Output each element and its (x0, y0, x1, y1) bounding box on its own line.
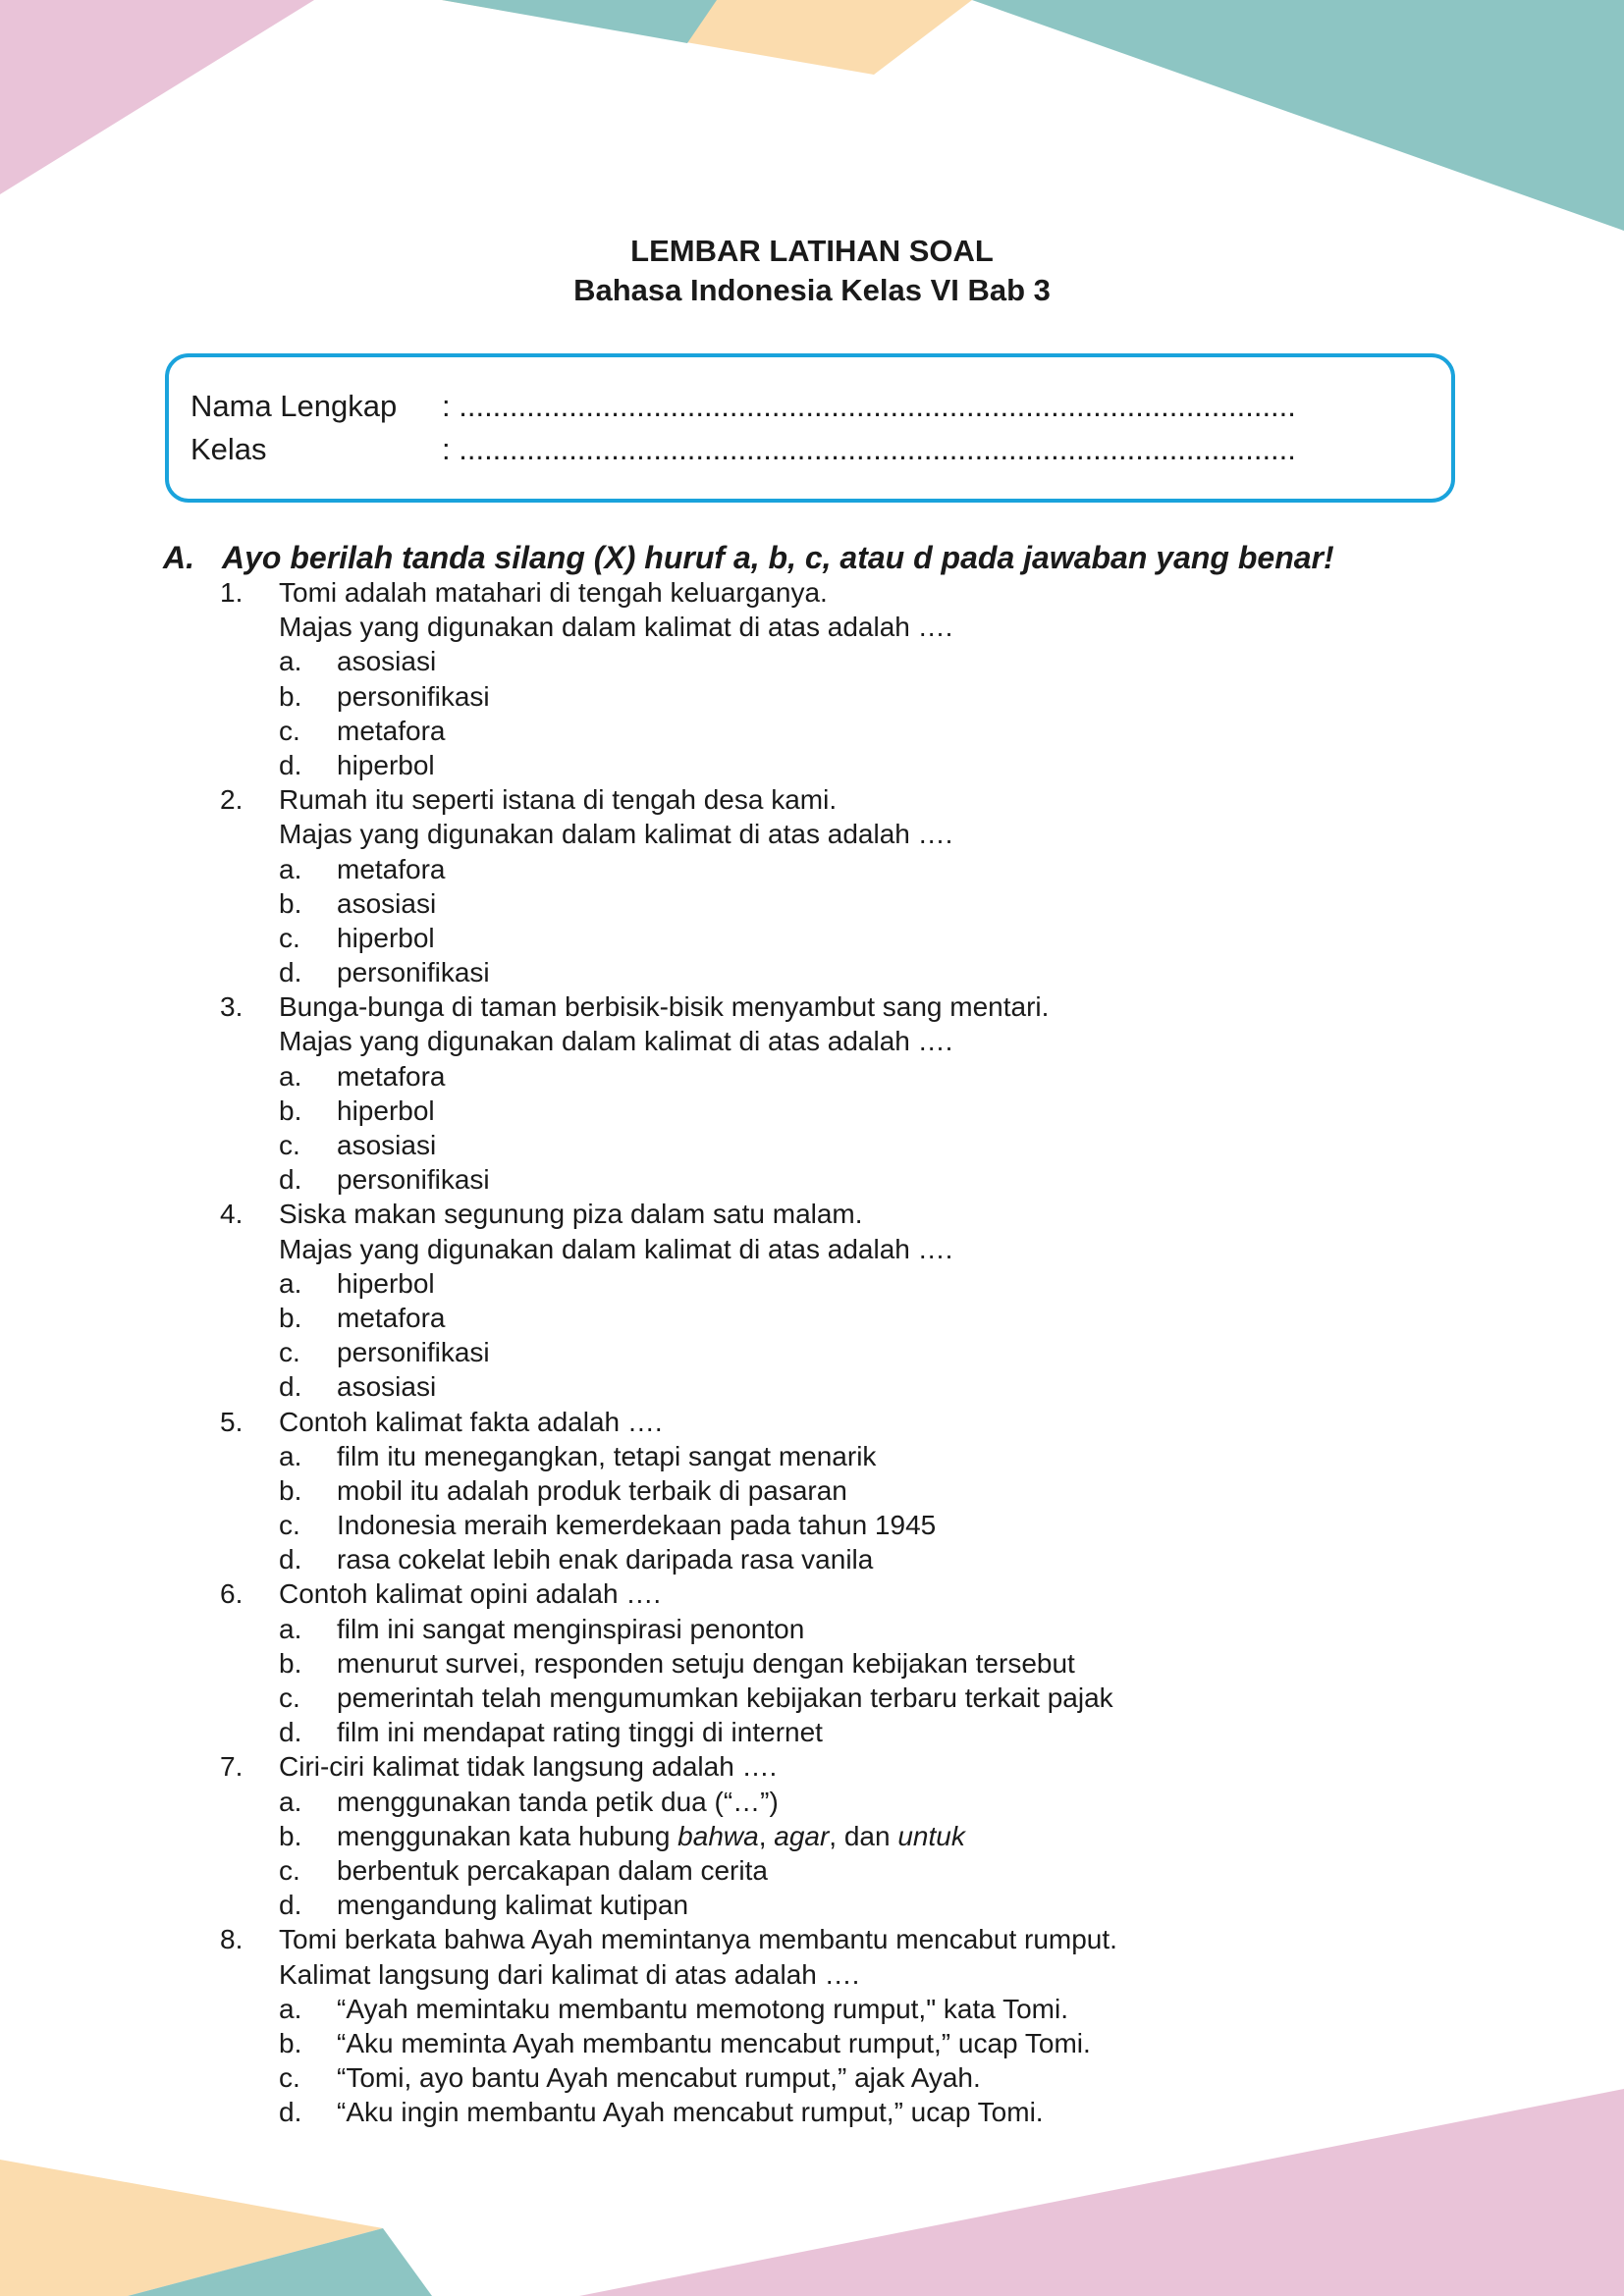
option-letter[interactable]: c. (279, 1130, 300, 1160)
question-line (0, 575, 1624, 610)
question-number: 2. (220, 784, 244, 816)
page-title: LEMBAR LATIHAN SOAL (630, 234, 994, 268)
option-text: metafora (337, 1302, 446, 1333)
option-letter[interactable]: d. (279, 1890, 302, 1921)
question-line (0, 1405, 1624, 1439)
section-instruction-text: Ayo berilah tanda silang (X) huruf a, b, c, atau d pada jawaban yang benar! (222, 540, 1334, 575)
option-letter[interactable]: b. (279, 1647, 302, 1679)
question-item (0, 782, 1624, 989)
answer-option[interactable] (0, 2095, 1624, 2129)
question-item (0, 1576, 1624, 1749)
answer-option[interactable] (0, 748, 1624, 782)
option-letter[interactable]: b. (279, 680, 302, 712)
question-item (0, 1922, 1624, 2129)
option-text: personifikasi (337, 957, 490, 988)
option-text-segment: , (758, 1820, 775, 1851)
option-letter[interactable]: c. (279, 1682, 300, 1713)
option-text: film ini sangat menginspirasi penonton (337, 1613, 805, 1644)
answer-option[interactable] (0, 1612, 1624, 1646)
question-text: Rumah itu seperti istana di tengah desa kami. (279, 784, 838, 816)
class-label: Kelas (190, 432, 267, 466)
option-text: hiperbol (337, 749, 435, 780)
option-letter[interactable]: b. (279, 2027, 302, 2058)
option-letter[interactable]: c. (279, 1510, 300, 1541)
option-text: mengandung kalimat kutipan (337, 1890, 689, 1921)
option-text: berbentuk percakapan dalam cerita (337, 1854, 768, 1886)
answer-option[interactable] (0, 921, 1624, 955)
option-letter[interactable]: a. (279, 1440, 302, 1471)
option-text: film itu menegangkan, tetapi sangat menarik (337, 1440, 877, 1471)
question-prompt-line (0, 1957, 1624, 1992)
question-number: 6. (220, 1578, 244, 1610)
name-fill-line[interactable]: : ................................................................................................... (442, 389, 1296, 423)
answer-option[interactable] (0, 714, 1624, 748)
answer-option[interactable] (0, 644, 1624, 678)
option-letter[interactable]: b. (279, 1474, 302, 1506)
option-letter[interactable]: a. (279, 1613, 302, 1644)
question-text: Bunga-bunga di taman berbisik-bisik menyambut sang mentari. (279, 991, 1050, 1023)
option-text: hiperbol (337, 1267, 435, 1299)
answer-option[interactable] (0, 1473, 1624, 1508)
answer-option[interactable] (0, 1992, 1624, 2026)
option-letter[interactable]: b. (279, 1302, 302, 1333)
option-text: rasa cokelat lebih enak daripada rasa vanila (337, 1544, 874, 1575)
answer-option[interactable] (0, 852, 1624, 886)
answer-option[interactable] (0, 1853, 1624, 1888)
question-text: Contoh kalimat opini adalah …. (279, 1578, 662, 1610)
question-list (0, 575, 1624, 2129)
section-instruction (163, 538, 1334, 577)
question-line (0, 1576, 1624, 1611)
question-item (0, 1405, 1624, 1577)
question-line (0, 1197, 1624, 1231)
answer-option[interactable] (0, 886, 1624, 921)
option-text: asosiasi (337, 646, 437, 677)
question-prompt-line (0, 1024, 1624, 1058)
answer-option[interactable] (0, 1888, 1624, 1922)
option-text-italic: agar (774, 1820, 830, 1851)
option-letter[interactable]: d. (279, 1544, 302, 1575)
question-number: 8. (220, 1924, 244, 1955)
answer-option[interactable] (0, 1094, 1624, 1128)
option-text-italic: bahwa (677, 1820, 759, 1851)
page-subtitle: Bahasa Indonesia Kelas VI Bab 3 (573, 273, 1051, 307)
question-item (0, 1749, 1624, 1922)
option-text-segment: , dan (829, 1820, 898, 1851)
question-text: Majas yang digunakan dalam kalimat di atas adalah …. (279, 1026, 953, 1057)
option-text: metafora (337, 1060, 446, 1092)
option-text: asosiasi (337, 1371, 437, 1403)
question-text: Majas yang digunakan dalam kalimat di atas adalah …. (279, 612, 953, 643)
answer-option[interactable] (0, 1301, 1624, 1335)
answer-option[interactable] (0, 1819, 1624, 1853)
question-number: 4. (220, 1199, 244, 1230)
answer-option[interactable] (0, 1785, 1624, 1819)
option-text: asosiasi (337, 1130, 437, 1160)
answer-option[interactable] (0, 955, 1624, 989)
question-text: Siska makan segunung piza dalam satu malam. (279, 1199, 863, 1230)
question-line (0, 1749, 1624, 1784)
option-letter[interactable]: b. (279, 1820, 302, 1851)
answer-option[interactable] (0, 2026, 1624, 2060)
question-prompt-line (0, 1232, 1624, 1266)
option-text: metafora (337, 715, 446, 746)
answer-option[interactable] (0, 1542, 1624, 1576)
question-item (0, 1197, 1624, 1404)
question-item (0, 575, 1624, 782)
option-letter[interactable]: d. (279, 1164, 302, 1196)
option-text: film ini mendapat rating tinggi di internet (337, 1717, 823, 1748)
option-text: “Aku meminta Ayah membantu mencabut rumput,” ucap Tomi. (337, 2027, 1091, 2058)
answer-option[interactable] (0, 1335, 1624, 1369)
answer-option[interactable] (0, 1508, 1624, 1542)
answer-option[interactable] (0, 1059, 1624, 1094)
option-letter[interactable]: a. (279, 1060, 302, 1092)
option-letter[interactable]: d. (279, 2097, 302, 2128)
question-number: 1. (220, 577, 244, 608)
option-letter[interactable]: a. (279, 1993, 302, 2024)
option-text-italic: untuk (897, 1820, 965, 1851)
option-text: Indonesia meraih kemerdekaan pada tahun 1945 (337, 1510, 937, 1541)
option-letter[interactable]: c. (279, 922, 300, 953)
option-text: hiperbol (337, 1095, 435, 1126)
question-prompt-line (0, 610, 1624, 644)
option-letter[interactable]: b. (279, 1095, 302, 1126)
answer-option[interactable] (0, 1439, 1624, 1473)
answer-option[interactable] (0, 1646, 1624, 1681)
option-letter[interactable]: a. (279, 1267, 302, 1299)
section-letter: A. (163, 540, 194, 575)
option-text: menurut survei, responden setuju dengan kebijakan tersebut (337, 1647, 1075, 1679)
option-letter[interactable]: c. (279, 715, 300, 746)
question-text: Ciri-ciri kalimat tidak langsung adalah …. (279, 1751, 778, 1783)
option-text: mobil itu adalah produk terbaik di pasaran (337, 1474, 847, 1506)
question-text: Kalimat langsung dari kalimat di atas adalah …. (279, 1958, 860, 1990)
option-letter[interactable]: c. (279, 1337, 300, 1368)
option-text-segment: menggunakan kata hubung (337, 1820, 678, 1851)
answer-option[interactable] (0, 2060, 1624, 2095)
option-letter[interactable]: c. (279, 1854, 300, 1886)
option-text: metafora (337, 853, 446, 884)
option-letter[interactable]: b. (279, 887, 302, 919)
question-number: 7. (220, 1751, 244, 1783)
answer-option[interactable] (0, 1681, 1624, 1715)
question-prompt-line (0, 817, 1624, 851)
question-item (0, 989, 1624, 1197)
answer-option[interactable] (0, 1162, 1624, 1197)
option-text (337, 1819, 965, 1853)
option-text: personifikasi (337, 1337, 490, 1368)
answer-option[interactable] (0, 1369, 1624, 1404)
option-text: “Tomi, ayo bantu Ayah mencabut rumput,” ajak Ayah. (337, 2062, 981, 2094)
question-text: Tomi berkata bahwa Ayah memintanya membantu mencabut rumput. (279, 1924, 1117, 1955)
question-text: Tomi adalah matahari di tengah keluarganya. (279, 577, 828, 608)
class-row (190, 430, 1296, 469)
option-text: personifikasi (337, 680, 490, 712)
answer-option[interactable] (0, 1128, 1624, 1162)
answer-option[interactable] (0, 1715, 1624, 1749)
question-line (0, 989, 1624, 1024)
question-text: Majas yang digunakan dalam kalimat di atas adalah …. (279, 819, 953, 850)
class-fill-line[interactable]: : ................................................................................................... (442, 432, 1296, 466)
name-row (190, 387, 1296, 426)
question-text: Contoh kalimat fakta adalah …. (279, 1406, 663, 1437)
option-letter[interactable]: a. (279, 1786, 302, 1817)
option-text: “Ayah memintaku membantu memotong rumput," kata Tomi. (337, 1993, 1069, 2024)
question-line (0, 1922, 1624, 1956)
student-identity-box (165, 353, 1455, 503)
question-line (0, 782, 1624, 817)
option-text: hiperbol (337, 922, 435, 953)
option-letter[interactable]: d. (279, 1371, 302, 1403)
option-letter[interactable]: d. (279, 1717, 302, 1748)
option-text: pemerintah telah mengumumkan kebijakan terbaru terkait pajak (337, 1682, 1113, 1713)
question-number: 3. (220, 991, 244, 1023)
option-text: “Aku ingin membantu Ayah mencabut rumput,” ucap Tomi. (337, 2097, 1044, 2128)
option-text: personifikasi (337, 1164, 490, 1196)
option-letter[interactable]: d. (279, 957, 302, 988)
option-letter[interactable]: c. (279, 2062, 300, 2094)
name-label: Nama Lengkap (190, 389, 398, 423)
answer-option[interactable] (0, 679, 1624, 714)
option-text: asosiasi (337, 887, 437, 919)
option-text: menggunakan tanda petik dua (“…”) (337, 1786, 779, 1817)
option-letter[interactable]: a. (279, 646, 302, 677)
option-letter[interactable]: d. (279, 749, 302, 780)
question-number: 5. (220, 1406, 244, 1437)
question-text: Majas yang digunakan dalam kalimat di atas adalah …. (279, 1233, 953, 1264)
option-letter[interactable]: a. (279, 853, 302, 884)
answer-option[interactable] (0, 1266, 1624, 1301)
